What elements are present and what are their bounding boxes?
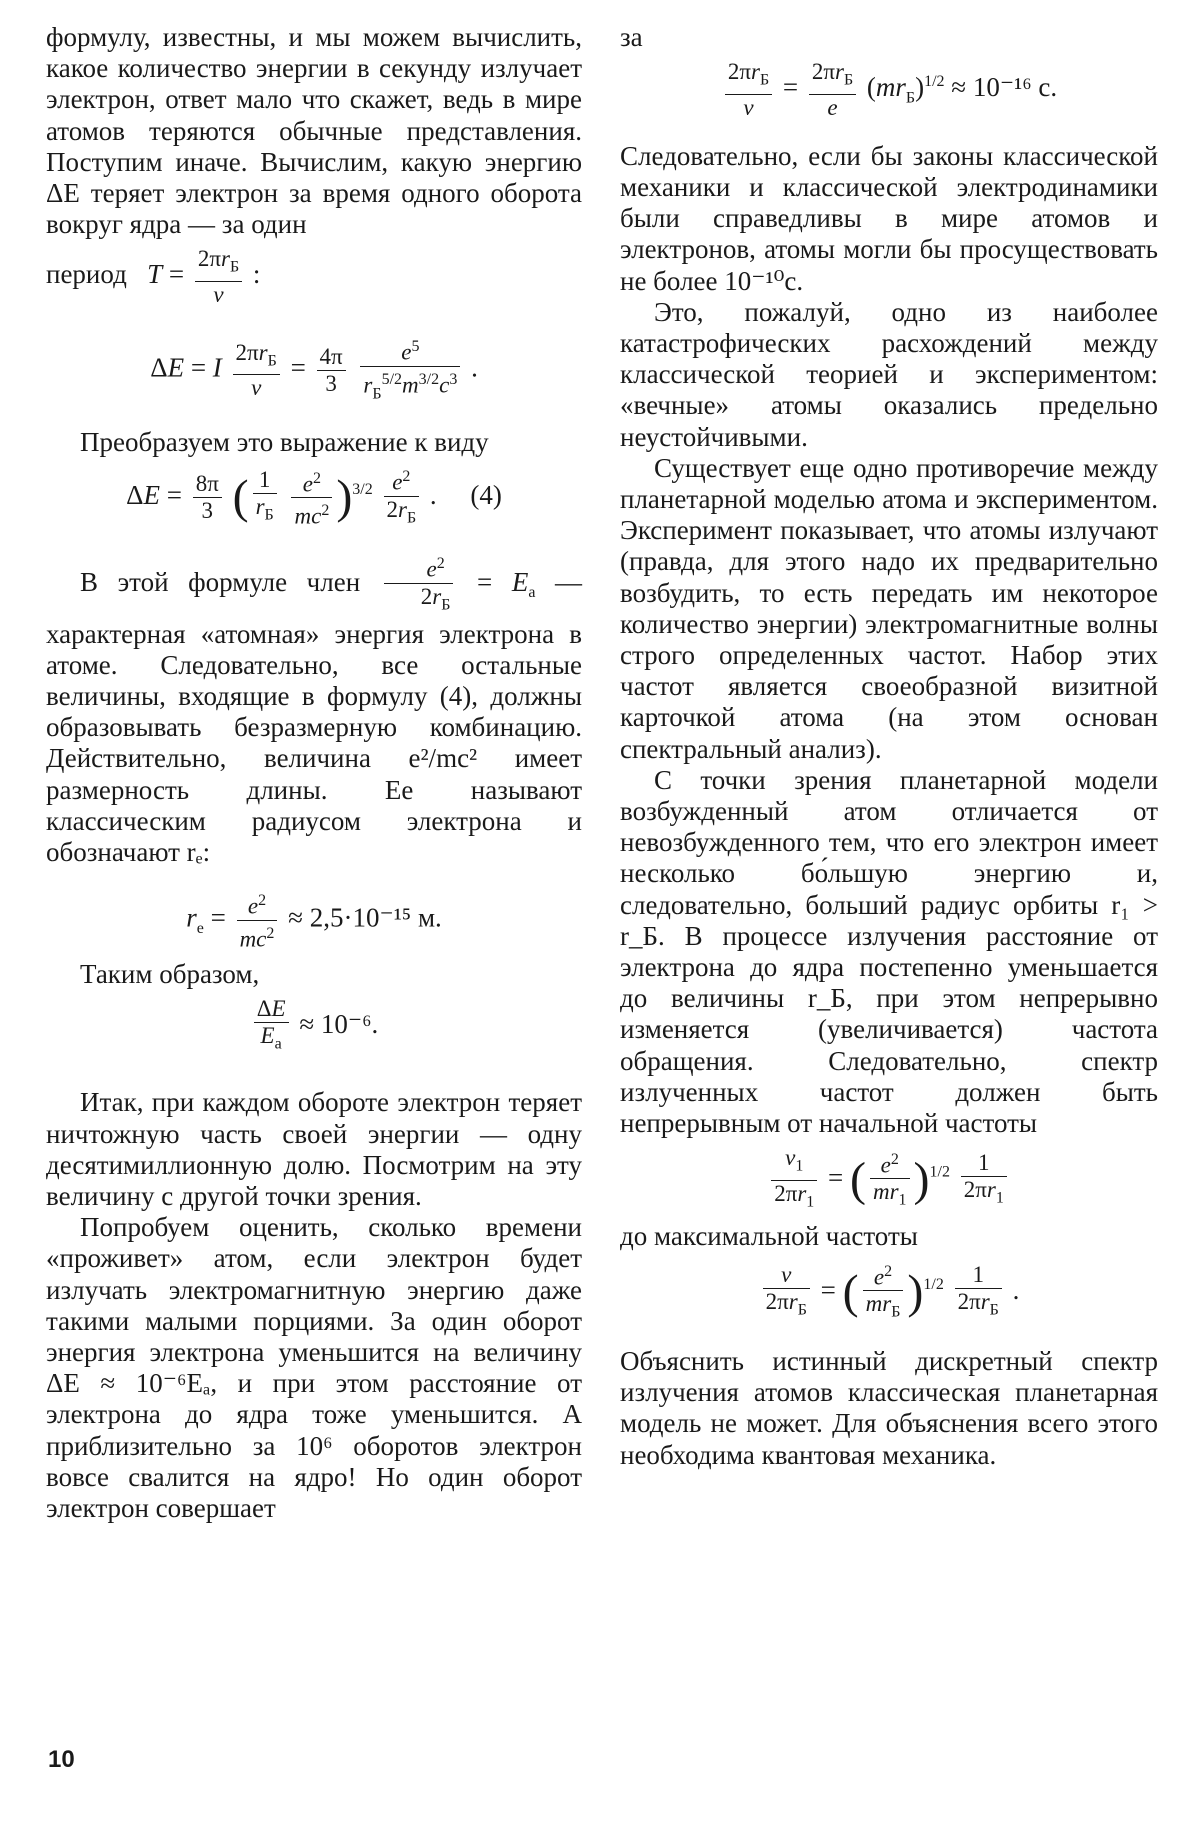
period-formula: период T = $\frac{2\pi r_Б}{v}$ : (46, 246, 261, 308)
classical-radius-formula: $r_e$ = $\frac{e^2}{mc^2}$ ≈ 2,5·10⁻¹⁵ м. (46, 888, 582, 952)
initial-frequency-formula: $\frac{v_1}{2\pi r_1}$ = ( $\frac{e^2}{mr_1}$ )$^{1/2}$ $\frac{1}{2\pi r_1}$ (620, 1145, 1158, 1215)
left-paragraph-5: Итак, при каждом обороте электрон теряет ничтожную часть своей энергии — одну десятимиллионную долю. Посмотрим на эту величину с другой точки зрения. (46, 1087, 582, 1211)
right-column (620, 22, 1158, 1471)
period-word: период (46, 259, 127, 290)
right-paragraph-4: С точки зрения планетарной модели возбужденный атом отличается от невозбужденного тем, что его электрон имеет несколько бо́льшую энергию и, следовательно, больший радиус орбиты r₁ > r_Б. В процессе излучения расстояние от электрона до ядра постепенно уменьшается до величины r_Б, при этом непрерывно изменяется (увеличивается) частота обращения. Следовательно, спектр излученных частот должен быть непрерывным от начальной частоты (620, 764, 1158, 1139)
left-paragraph-6: Попробуем оценить, сколько времени «проживет» атом, если электрон будет излучать электромагнитную энергию даже такими малыми порциями. За один оборот энергия электрона уменьшится на величину ΔE ≈ 10⁻⁶Eₐ, и при этом расстояние от электрона до ядра тоже уменьшится. А приблизительно за 10⁶ оборотов электрон вовсе свалится на ядро! Но один оборот электрон совершает (46, 1212, 582, 1523)
formula-4: ΔE = $\frac{8\pi}{3}$ ( $\frac{1}{r_Б}$ $\frac{e^2}{mc^2}$ )$^{3/2}$ $\frac{e^2}{2r_Б}$ . (4) (46, 464, 582, 531)
right-paragraph-1: Следовательно, если бы законы классической механики и классической электродинамики были справедливы в мире атомов и электронов, атомы могли бы просуществовать не более 10⁻¹⁰с. (620, 140, 1158, 296)
left-paragraph-2: Преобразуем это выражение к виду (80, 426, 489, 457)
ratio-formula: $\frac{\Delta E}{E_а}$ ≈ 10⁻⁶. (46, 996, 582, 1058)
max-frequency-formula: $\frac{v}{2\pi r_Б}$ = ( $\frac{e^2}{mr_Б}$ )$^{1/2}$ $\frac{1}{2\pi r_Б}$ . (620, 1259, 1158, 1326)
left-paragraph-4: Таким образом, (80, 958, 260, 989)
right-paragraph-6: Объяснить истинный дискретный спектр излучения атомов классическая планетарная модель не может. Для объяснения всего этого необходима квантовая механика. (620, 1345, 1158, 1470)
right-paragraph-0: за (620, 22, 643, 52)
left-column (46, 22, 582, 1524)
revolution-time-formula: $\frac{2\pi r_Б}{v}$ = $\frac{2\pi r_Б}{e}$ $(mr_Б)^{1/2} \approx 10^{-16}$ с. (620, 59, 1158, 121)
right-paragraph-2: Это, пожалуй, одно из наиболее катастрофических расхождений между классической теорией и экспериментом: «вечные» атомы оказались предельно неустойчивыми. (620, 296, 1158, 452)
left-paragraph-1: формулу, известны, и мы можем вычислить, какое количество энергии в секунду излучает электрон, ответ мало что скажет, ведь в мире атомов теряются обычные представления. Поступим иначе. Вычислим, какую энергию ΔE теряет электрон за время одного оборота вокруг ядра — за один (46, 22, 582, 240)
page-number: 10 (48, 1746, 75, 1773)
left-paragraph-3: В этой формуле член $\frac{e^2}{2r_Б}$ = $E_а$ — характерная «атомная» энергия электрона в атоме. Следовательно, все остальные величины, входящие в формулу (4), должны образовывать безразмерную комбинацию. Действительно, величина e²/mc² имеет размерность длины. Ее называют классическим радиусом электрона и обозначают rₑ: (46, 551, 582, 868)
energy-loss-formula: ΔE = I $\frac{2\pi r_Б}{v}$ = $\frac{4\pi}{3}$ $\frac{e^5}{r_Б^{5/2}m^{3/2}c^3}$ . (46, 334, 582, 407)
right-paragraph-5: до максимальной частоты (620, 1221, 918, 1252)
right-paragraph-3: Существует еще одно противоречие между планетарной моделью атома и экспериментом. Эксперимент показывает, что атомы излучают (правда, для этого надо их предварительно возбудить, то есть передать им некоторое количество энергии) электромагнитные волны строго определенных частот. Набор этих частот является своеобразной визитной карточкой атома (на этом основан спектральный анализ). (620, 452, 1158, 764)
equation-number: (4) (470, 479, 502, 510)
